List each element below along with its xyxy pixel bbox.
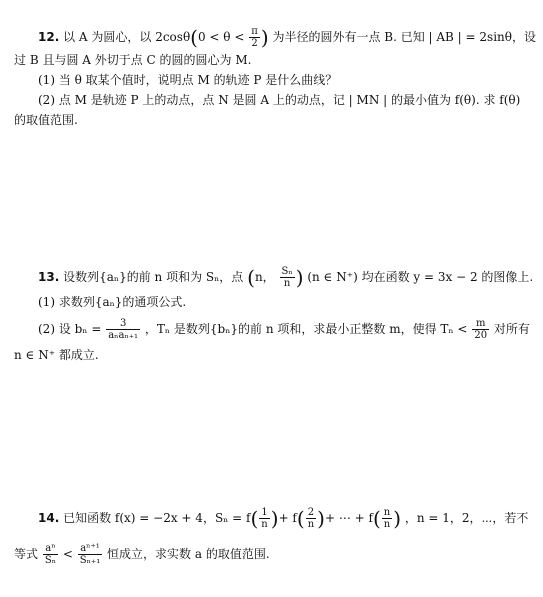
- p12-line5: 的取值范围.: [14, 113, 78, 127]
- p13-text-1b: (n ∈ N⁺) 均在函数 y = 3x − 2 的图像上.: [307, 270, 534, 284]
- p13-b-frac: $\frac{3}{\text{aₙaₙ₊₁}}$: [108, 318, 139, 341]
- p13-line1: 13. 设数列{aₙ}的前 n 项和为 Sₙ，点 (n， $\frac{\text{Sₙ}}{n}$ ) (n ∈ N⁺) 均在函数 y = 3x − 2 的图像上.: [38, 265, 534, 290]
- p14-q1-frac: $\frac{\text{aⁿ}}{\text{Sₙ}}$: [44, 543, 57, 566]
- p14-text-1b: ，n = 1，2，⋯，若不: [404, 511, 529, 525]
- p13-text-1a: 设数列{aₙ}的前 n 项和为 Sₙ，点: [63, 270, 244, 284]
- p13-line4: n ∈ N⁺ 都成立.: [14, 348, 99, 362]
- p13-point-a: n，: [254, 270, 275, 284]
- p13-m-frac: $\frac{m}{20}$: [474, 318, 488, 341]
- p14-plus2: + ⋯ + f: [324, 511, 373, 525]
- p13-line3: [38, 318, 530, 341]
- p14-text-2b: 恒成立，求实数 a 的取值范围.: [107, 547, 270, 561]
- p14-f3-frac: $\frac{n}{n}$: [383, 507, 391, 530]
- p14-line1: 14. 已知函数 f(x) = −2x + 4，Sₙ = f( $\frac{1}{n}$ )+ f( $\frac{2}{n}$ )+ ⋯ + f( $\frac{n}{n}$ ) ，n = 1，2，⋯，若不: [38, 506, 529, 531]
- p14-number: 14.: [38, 511, 60, 525]
- p12-line2: 过 B 且与圆 A 外切于点 C 的圆的圆心为 M.: [14, 53, 252, 67]
- p14-lt: <: [62, 547, 73, 561]
- p12-text-1b: 为半径的圆外有一点 B. 已知 | AB | = 2sinθ，设: [272, 30, 536, 44]
- p13-sn-frac: $\frac{\text{Sₙ}}{n}$: [281, 266, 293, 289]
- p14-text-1a: 已知函数 f(x) = −2x + 4，Sₙ = f: [63, 511, 251, 525]
- p12-line1: 12. 以 A 为圆心，以 2cosθ(0 < θ < $\frac{\pi}{2}$ ) 为半径的圆外有一点 B. 已知 | AB | = 2sinθ，设: [38, 25, 536, 50]
- p14-q2-frac: $\frac{\text{aⁿ⁺¹}}{\text{Sₙ₊₁}}$: [79, 543, 101, 566]
- p13-number: 13.: [38, 270, 60, 284]
- p12-line3: (1) 当 θ 取某个值时，说明点 M 的轨迹 P 是什么曲线？: [38, 73, 338, 87]
- p13-line2: (1) 求数列{aₙ}的通项公式.: [38, 295, 187, 309]
- p13-text-3a: (2) 设 bₙ =: [38, 322, 102, 336]
- p12-number: 12.: [38, 30, 60, 44]
- p14-f2-frac: $\frac{2}{n}$: [307, 507, 315, 530]
- p14-text-2a: 等式: [14, 547, 39, 561]
- p12-text-1a: 以 A 为圆心，以 2cosθ: [63, 30, 191, 44]
- p14-f1-frac: $\frac{1}{n}$: [261, 507, 268, 530]
- p12-line4: (2) 点 M 是轨迹 P 上的动点，点 N 是圆 A 上的动点，记 | MN | 的最小值为 f(θ). 求 f(θ): [38, 93, 521, 107]
- p14-plus1: + f: [278, 511, 297, 525]
- p13-text-3c: 对所有: [493, 322, 530, 336]
- p13-text-3b: ，Tₙ 是数列{bₙ}的前 n 项和，求最小正整数 m，使得 Tₙ <: [144, 322, 468, 336]
- p12-condition: 0 < θ <: [197, 30, 245, 44]
- p12-pi-frac: $\frac{\pi}{2}$: [251, 26, 258, 49]
- p14-line2: [14, 543, 270, 566]
